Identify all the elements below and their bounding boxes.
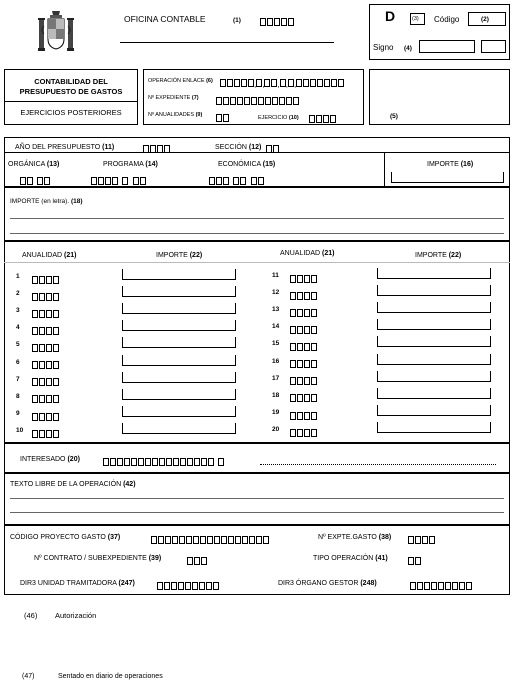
contrato-label: Nº CONTRATO / SUBEXPEDIENTE (39): [34, 555, 162, 562]
anualidad-row-number: 12: [272, 289, 280, 297]
anualidad-year-boxes[interactable]: [290, 356, 317, 374]
anualidad-row-number: 11: [272, 272, 279, 279]
anualidad-importe-field[interactable]: [122, 320, 236, 331]
anualidad-row-number: 8: [16, 392, 20, 400]
oficina-contable-label: OFICINA CONTABLE: [124, 14, 206, 24]
anualidad-row-number: 3: [16, 307, 20, 315]
anualidad-year-boxes[interactable]: [290, 390, 317, 408]
anualidad-year-boxes[interactable]: [290, 407, 317, 425]
anualidad-row-number: 15: [272, 340, 280, 348]
title-line2: PRESUPUESTO DE GASTOS: [19, 87, 123, 96]
proyecto-label: CÓDIGO PROYECTO GASTO (37): [10, 534, 121, 541]
codigo-label: Código: [434, 15, 460, 24]
title-line3: EJERCICIOS POSTERIORES: [20, 108, 122, 117]
anualidad-row-number: 18: [272, 391, 280, 399]
anualidad-importe-field[interactable]: [122, 423, 236, 434]
interesado-label: INTERESADO (20): [20, 456, 80, 463]
programa-label: PROGRAMA (14): [103, 161, 158, 168]
signo-num: (4): [404, 45, 412, 52]
anualidad-row-number: 5: [16, 341, 20, 349]
anualidad-year-boxes[interactable]: [290, 424, 317, 442]
texto-libre-label: TEXTO LIBRE DE LA OPERACIÓN (42): [10, 481, 136, 488]
anualidad-importe-field[interactable]: [122, 355, 236, 366]
dir3-tram-boxes[interactable]: [157, 577, 219, 595]
anio-boxes[interactable]: [143, 140, 170, 158]
contrato-boxes[interactable]: [187, 552, 207, 570]
signo-label: Signo: [373, 43, 394, 52]
anualidad-importe-field[interactable]: [122, 286, 236, 297]
anualidad-year-boxes[interactable]: [32, 339, 59, 357]
anualidades-divider: [4, 262, 510, 263]
expediente-boxes[interactable]: [216, 92, 299, 110]
expte-label: Nº EXPTE.GASTO (38): [318, 534, 392, 541]
anualidad-year-boxes[interactable]: [32, 305, 59, 323]
importe-divider: [384, 152, 385, 187]
d-num: (3): [412, 16, 419, 22]
presupuesto-divider: [4, 152, 510, 153]
anualidad-year-boxes[interactable]: [290, 304, 317, 322]
anualidad-year-boxes[interactable]: [32, 322, 59, 340]
anualidad-row-number: 10: [16, 426, 24, 434]
signo-field-2[interactable]: [481, 40, 506, 53]
organica-label: ORGÁNICA (13): [8, 161, 60, 168]
anualidad-importe-field[interactable]: [122, 372, 236, 383]
economica-label: ECONÓMICA (15): [218, 161, 276, 168]
anualidad-year-boxes[interactable]: [32, 408, 59, 426]
dir3-gestor-label: DIR3 ÓRGANO GESTOR (248): [278, 580, 377, 587]
expediente-label: Nº EXPEDIENTE (7): [148, 95, 199, 101]
letra-line-1[interactable]: [10, 218, 504, 219]
dir3-gestor-boxes[interactable]: [410, 577, 472, 595]
anualidad-row-number: 1: [16, 273, 20, 280]
importe-right-label: IMPORTE (22): [415, 252, 462, 259]
d-letter: D: [385, 8, 396, 24]
anualidades-label: Nº ANUALIDADES (9): [148, 112, 203, 118]
anualidad-importe-field[interactable]: [377, 285, 491, 296]
title-divider: [4, 101, 138, 102]
letra-label: IMPORTE (en letra). (18): [10, 198, 83, 205]
oficina-underline: [120, 42, 334, 43]
anualidad-importe-field[interactable]: [122, 269, 236, 280]
ejercicio-boxes[interactable]: [309, 110, 336, 128]
anualidad-row-number: 13: [272, 306, 280, 314]
anualidad-row-number: 17: [272, 374, 280, 382]
anualidad-row-number: 14: [272, 323, 280, 331]
autorizacion-label: Autorización: [55, 611, 97, 620]
texto-libre-line-1[interactable]: [10, 498, 504, 499]
anualidad-importe-field[interactable]: [377, 268, 491, 279]
ejercicio-label: EJERCICIO (10): [258, 115, 299, 121]
anualidad-year-boxes[interactable]: [32, 391, 59, 409]
box-5-num: (5): [390, 113, 398, 120]
anualidad-year-boxes[interactable]: [32, 288, 59, 306]
sentado-label: Sentado en diario de operaciones: [58, 673, 163, 680]
anualidad-year-boxes[interactable]: [32, 271, 59, 289]
anualidad-year-boxes[interactable]: [290, 287, 317, 305]
anualidad-importe-field[interactable]: [377, 371, 491, 382]
importe-16-field[interactable]: [391, 172, 504, 183]
anualidad-importe-field[interactable]: [377, 422, 491, 433]
anualidad-row-number: 6: [16, 358, 20, 366]
anualidad-importe-field[interactable]: [122, 303, 236, 314]
seccion-label: SECCIÓN (12): [215, 144, 262, 151]
anualidad-importe-field[interactable]: [122, 337, 236, 348]
anualidad-row-number: 7: [16, 375, 20, 383]
dir3-tram-label: DIR3 UNIDAD TRAMITADORA (247): [20, 580, 135, 587]
anualidad-importe-field[interactable]: [122, 406, 236, 417]
anualidad-importe-field[interactable]: [377, 388, 491, 399]
anualidad-row-number: 19: [272, 408, 280, 416]
expte-boxes[interactable]: [408, 531, 435, 549]
anualidad-row-number: 9: [16, 409, 20, 417]
importe-16-label: IMPORTE (16): [427, 161, 474, 168]
anualidad-importe-field[interactable]: [377, 336, 491, 347]
oficina-contable-num: (1): [233, 17, 241, 24]
anio-label: AÑO DEL PRESUPUESTO (11): [15, 144, 115, 151]
anualidad-year-boxes[interactable]: [290, 338, 317, 356]
anualidad-importe-field[interactable]: [377, 302, 491, 313]
anualidad-importe-field[interactable]: [377, 354, 491, 365]
letra-line-2[interactable]: [10, 233, 504, 234]
anualidad-right-label: ANUALIDAD (21): [280, 250, 335, 257]
anualidad-importe-field[interactable]: [377, 405, 491, 416]
tipo-label: TIPO OPERACIÓN (41): [313, 555, 388, 562]
tipo-boxes[interactable]: [408, 552, 421, 570]
anualidades-boxes[interactable]: [216, 109, 229, 127]
title-line1: CONTABILIDAD DEL: [34, 77, 108, 86]
seccion-boxes[interactable]: [266, 140, 279, 158]
operacion-enlace-boxes[interactable]: , , , , ,: [220, 74, 344, 92]
anualidad-row-number: 2: [16, 290, 20, 298]
sentado-num: (47): [22, 673, 35, 680]
anualidad-year-boxes[interactable]: [32, 374, 59, 392]
anualidad-importe-field[interactable]: [122, 389, 236, 400]
interesado-line[interactable]: [260, 464, 496, 465]
texto-libre-line-2[interactable]: [10, 512, 504, 513]
anualidad-left-label: ANUALIDAD (21): [22, 252, 77, 259]
coat-of-arms-logo: [38, 8, 74, 58]
codigo-num: (2): [481, 16, 489, 23]
importe-left-label: IMPORTE (22): [156, 252, 203, 259]
anualidad-year-boxes[interactable]: [32, 425, 59, 443]
anualidad-row-number: 16: [272, 357, 280, 365]
interesado-boxes[interactable]: [103, 453, 224, 471]
operacion-enlace-label: OPERACIÓN ENLACE (6): [148, 78, 213, 84]
anualidad-year-boxes[interactable]: [290, 373, 317, 391]
anualidad-row-number: 4: [16, 324, 20, 332]
autorizacion-num: (46): [24, 611, 38, 620]
proyecto-boxes[interactable]: [151, 531, 269, 549]
anualidad-year-boxes[interactable]: [290, 321, 317, 339]
anualidad-year-boxes[interactable]: [290, 270, 317, 288]
signo-field[interactable]: [419, 40, 475, 53]
oficina-contable-boxes[interactable]: [260, 13, 294, 31]
anualidad-importe-field[interactable]: [377, 319, 491, 330]
anualidad-year-boxes[interactable]: [32, 357, 59, 375]
anualidad-row-number: 20: [272, 425, 280, 433]
